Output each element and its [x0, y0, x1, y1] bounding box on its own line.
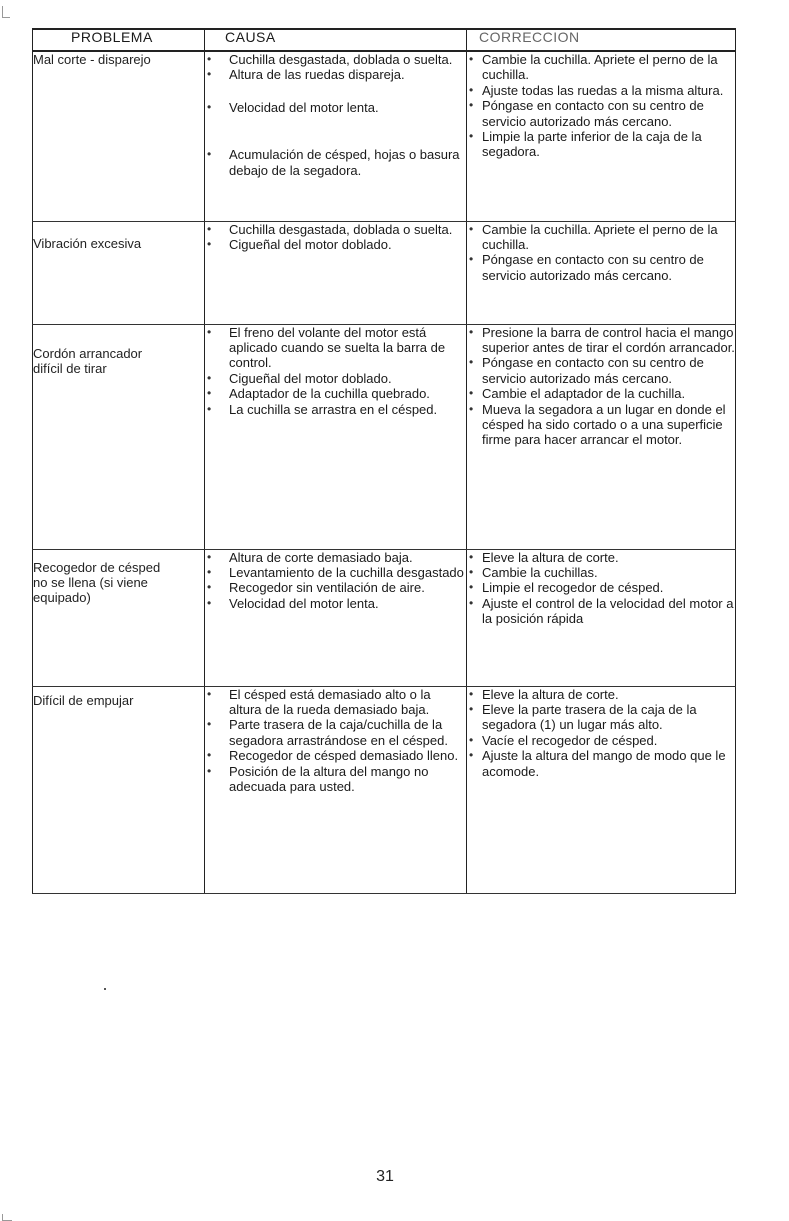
correction-item: • Limpie el recogedor de césped. — [467, 580, 735, 595]
cause-cell — [205, 549, 467, 686]
correction-item: • Cambie la cuchilla. Apriete el perno de la cuchilla. — [467, 52, 735, 83]
correction-item: • Póngase en contacto con su centro de servicio autorizado más cercano. — [467, 252, 735, 283]
correction-item: • Ajuste todas las ruedas a la misma altura. — [467, 83, 735, 98]
cause-item: • La cuchilla se arrastra en el césped. — [205, 402, 466, 417]
cause-item: • Velocidad del motor lenta. — [205, 596, 466, 611]
table-row — [33, 324, 736, 549]
stray-mark — [104, 988, 106, 990]
table-header-row — [33, 29, 736, 51]
header-problem: PROBLEMA — [33, 29, 205, 51]
correction-item: • Eleve la altura de corte. — [467, 687, 735, 702]
cause-item: • Altura de las ruedas dispareja. — [205, 67, 466, 82]
correction-item: • Cambie el adaptador de la cuchilla. — [467, 386, 735, 401]
correction-item: • Presione la barra de control hacia el mango superior antes de tirar el cordón arrancador. — [467, 325, 735, 356]
correction-list — [467, 687, 735, 779]
problem-cell — [33, 221, 205, 324]
correction-item: • Mueva la segadora a un lugar en donde el césped ha sido cortado o a una superficie firme para hacer arrancar el motor. — [467, 402, 735, 448]
correction-cell — [467, 549, 736, 686]
correction-item: • Ajuste la altura del mango de modo que le acomode. — [467, 748, 735, 779]
cause-item: • Cuchilla desgastada, doblada o suelta. — [205, 52, 466, 67]
cause-item: • Recogedor sin ventilación de aire. — [205, 580, 466, 595]
correction-cell — [467, 324, 736, 549]
cause-item: • Altura de corte demasiado baja. — [205, 550, 466, 565]
header-cause: CAUSA — [205, 29, 467, 51]
correction-list — [467, 52, 735, 160]
cause-list — [205, 550, 466, 612]
cause-cell — [205, 51, 467, 221]
correction-list — [467, 550, 735, 627]
cause-list — [205, 222, 466, 253]
table-body — [33, 51, 736, 893]
cause-item: • El césped está demasiado alto o la altura de la rueda demasiado baja. — [205, 687, 466, 718]
cause-item: • Levantamiento de la cuchilla desgastado — [205, 565, 466, 580]
header-correction: CORRECCION — [467, 29, 736, 51]
cause-cell — [205, 221, 467, 324]
problem-cell — [33, 686, 205, 893]
problem-text: Difícil de empujar — [33, 692, 134, 708]
correction-item: • Cambie la cuchilla. Apriete el perno de la cuchilla. — [467, 222, 735, 253]
cause-item: • Cuchilla desgastada, doblada o suelta. — [205, 222, 466, 237]
cause-item: • Posición de la altura del mango no adecuada para usted. — [205, 764, 466, 795]
corner-mark-foot — [2, 17, 10, 18]
correction-cell — [467, 51, 736, 221]
problem-cell — [33, 51, 205, 221]
table-row — [33, 549, 736, 686]
table-row — [33, 221, 736, 324]
correction-cell — [467, 221, 736, 324]
correction-item: • Eleve la parte trasera de la caja de la segadora (1) un lugar más alto. — [467, 702, 735, 733]
problem-text: Mal corte - disparejo — [33, 52, 151, 67]
problem-cell — [33, 324, 205, 549]
problem-text: Vibración excesiva — [33, 235, 142, 251]
table-row — [33, 686, 736, 893]
correction-item: • Limpie la parte inferior de la caja de la segadora. — [467, 129, 735, 160]
correction-list — [467, 325, 735, 448]
correction-cell — [467, 686, 736, 893]
correction-item: • Ajuste el control de la velocidad del motor a la posición rápida — [467, 596, 735, 627]
troubleshooting-table — [32, 28, 736, 894]
cause-item: • Cigueñal del motor doblado. — [205, 237, 466, 252]
correction-item: • Vacíe el recogedor de césped. — [467, 733, 735, 748]
cause-item: • Cigueñal del motor doblado. — [205, 371, 466, 386]
cause-item: • El freno del volante del motor está aplicado cuando se suelta la barra de control. — [205, 325, 466, 371]
correction-item: • Póngase en contacto con su centro de servicio autorizado más cercano. — [467, 98, 735, 129]
page-number: 31 — [376, 1168, 394, 1185]
cause-cell — [205, 686, 467, 893]
correction-item: • Póngase en contacto con su centro de servicio autorizado más cercano. — [467, 355, 735, 386]
problem-text: Cordón arrancador difícil de tirar — [33, 345, 143, 376]
cause-item: • Parte trasera de la caja/cuchilla de la segadora arrastrándose en el césped. — [205, 717, 466, 748]
cause-list — [205, 52, 466, 178]
cause-list — [205, 687, 466, 795]
correction-item: • Cambie la cuchillas. — [467, 565, 735, 580]
table-row — [33, 51, 736, 221]
correction-list — [467, 222, 735, 284]
cause-item: • Acumulación de césped, hojas o basura debajo de la segadora. — [205, 147, 466, 178]
problem-cell — [33, 549, 205, 686]
cause-list — [205, 325, 466, 417]
problem-text: Recogedor de césped no se llena (si viene equipado) — [33, 559, 161, 606]
cause-cell — [205, 324, 467, 549]
correction-item: • Eleve la altura de corte. — [467, 550, 735, 565]
cause-item: • Recogedor de césped demasiado lleno. — [205, 748, 466, 763]
cause-item: • Velocidad del motor lenta. — [205, 100, 466, 115]
cause-item: • Adaptador de la cuchilla quebrado. — [205, 386, 466, 401]
